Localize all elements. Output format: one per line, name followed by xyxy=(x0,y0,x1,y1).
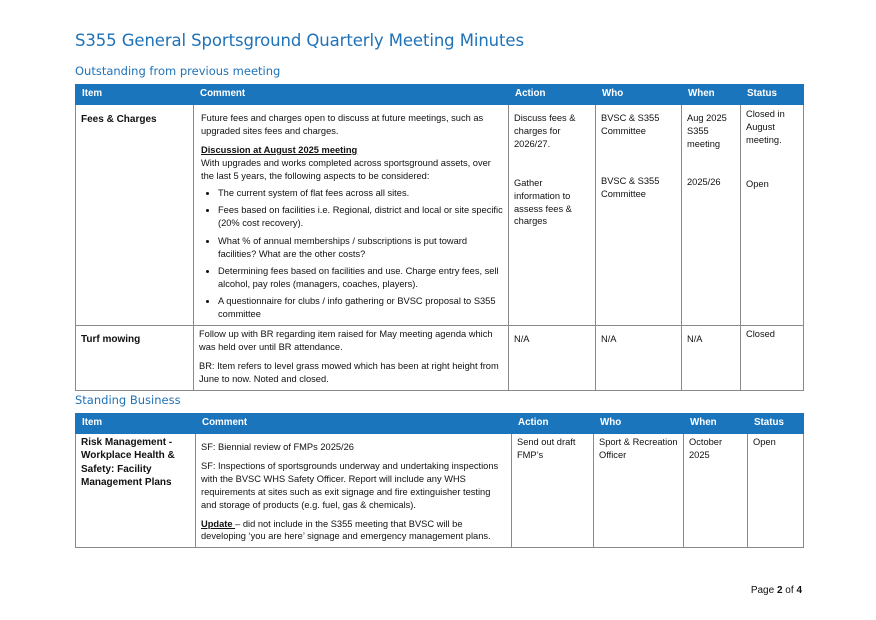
list-item: • What % of annual memberships / subscriptions is put toward facilities? What are the other costs? xyxy=(218,235,503,261)
when-cell xyxy=(682,105,741,326)
header-when: When xyxy=(682,85,741,105)
who-cell xyxy=(596,105,682,326)
who-cell: Sport & Recreation Officer xyxy=(594,434,684,548)
header-when: When xyxy=(684,414,748,434)
discussion-text: With upgrades and works completed across sportsground assets, over the last 5 years, the following aspects to be considered: xyxy=(201,157,491,181)
update-note xyxy=(201,518,506,544)
who-cell: N/A xyxy=(596,326,682,391)
header-status: Status xyxy=(741,85,804,105)
action-text: Discuss fees & charges for 2026/27. xyxy=(514,113,576,149)
comment-cell xyxy=(196,434,512,548)
page-number xyxy=(751,585,802,596)
who-text: BVSC & S355 Committee xyxy=(601,113,660,136)
action-text: Gather information to assess fees & charges xyxy=(514,177,572,227)
section-heading-standing: Standing Business xyxy=(75,393,181,407)
page-of: of xyxy=(782,585,797,596)
item-cell: Turf mowing xyxy=(76,326,194,391)
table-header-row xyxy=(76,85,804,105)
page-label: Page xyxy=(750,585,777,596)
table-header-row xyxy=(76,414,804,434)
who-text: BVSC & S355 Committee xyxy=(601,175,660,199)
list-item: • A questionnaire for clubs / info gathering or BVSC proposal to S355 committee xyxy=(218,295,503,321)
outstanding-table xyxy=(75,84,804,391)
discussion-heading: Discussion at August 2025 meeting xyxy=(201,144,358,155)
comment-text: Follow up with BR regarding item raised for May meeting agenda which was held over until BR attendance. xyxy=(199,329,493,353)
standing-business-table xyxy=(75,413,804,548)
page-title: S355 General Sportsground Quarterly Meeting Minutes xyxy=(75,31,524,50)
comment-cell xyxy=(194,105,509,326)
status-cell: Closed xyxy=(741,326,804,391)
table-row xyxy=(76,105,804,326)
header-item: Item xyxy=(76,85,194,105)
status-text: Open xyxy=(746,178,769,189)
action-cell: N/A xyxy=(509,326,596,391)
list-item: • The current system of flat fees across all sites. xyxy=(218,187,503,200)
action-cell: Send out draft FMP’s xyxy=(512,434,594,548)
table-row xyxy=(76,326,804,391)
section-heading-outstanding: Outstanding from previous meeting xyxy=(75,64,281,78)
header-who: Who xyxy=(594,414,684,434)
page-current: 2 xyxy=(776,585,783,596)
when-cell: N/A xyxy=(682,326,741,391)
header-action: Action xyxy=(509,85,596,105)
header-who: Who xyxy=(596,85,682,105)
comment-text: SF: Biennial review of FMPs 2025/26 xyxy=(201,442,354,452)
update-text: – did not include in the S355 meeting that BVSC will be developing ‘you are here’ signage and emergency management plans. xyxy=(201,518,491,542)
when-text: 2025/26 xyxy=(687,176,721,187)
item-cell: Fees & Charges xyxy=(76,105,194,326)
list-item: • Determining fees based on facilities and use. Charge entry fees, sell alcohol, pay roles (managers, coaches, players). xyxy=(218,265,503,291)
header-item: Item xyxy=(76,414,196,434)
header-comment: Comment xyxy=(196,414,512,434)
comment-text: BR: Item refers to level grass mowed which has been at right height from June to now. Noted and closed. xyxy=(199,361,499,384)
header-status: Status xyxy=(748,414,804,434)
status-cell xyxy=(741,105,804,326)
action-cell xyxy=(509,105,596,326)
comment-text: SF: Inspections of sportsgrounds underway and undertaking inspections with the BVSC WHS Safety Officer. Report will include any WHS requirements at sites such as exit signage and fire extinguisher testing and storage of products (e.g. fuel, gas & chemicals). xyxy=(201,460,499,510)
comment-cell xyxy=(194,326,509,391)
table-row xyxy=(76,434,804,548)
item-cell: Risk Management - Workplace Health & Safety: Facility Management Plans xyxy=(76,434,196,548)
header-action: Action xyxy=(512,414,594,434)
status-cell: Open xyxy=(748,434,804,548)
considerations-list xyxy=(201,187,503,321)
page-total: 4 xyxy=(796,585,802,596)
update-label: Update xyxy=(201,518,236,529)
when-text: Aug 2025 S355 meeting xyxy=(687,113,727,149)
comment-intro: Future fees and charges open to discuss at future meetings, such as upgraded sites fees and charges. xyxy=(201,113,484,136)
when-cell: October 2025 xyxy=(684,434,748,548)
status-text: Closed in August meeting. xyxy=(746,109,785,145)
list-item: • Fees based on facilities i.e. Regional, district and local or site specific (20% cost recovery). xyxy=(218,204,503,230)
header-comment: Comment xyxy=(194,85,509,105)
